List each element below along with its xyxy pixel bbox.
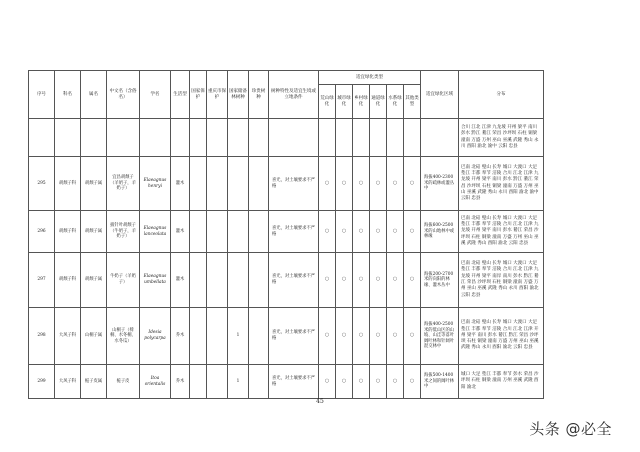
greening-mark: ○ — [353, 157, 370, 211]
suitable-area-cell: 海拔600-2500米的山地林中或林缘 — [421, 211, 459, 253]
traits-cell: 喜光，对土壤要求不严格 — [269, 253, 319, 308]
distribution-cell: 巴南 北碚 璧山 长寿 城口 大渡口 大足 垫江 丰都 奉节 涪陵 合川 江北 江津 九龙坡 开州 梁平 南川 彭水 綦江 荣昌 沙坪坝 石柱 铜梁 潼南 万盛 万州 巫山 巫溪 武隆 秀山 酉阳 渝北 云阳 忠县 — [459, 211, 544, 253]
tree-species-table — [28, 70, 544, 399]
precious-cell — [249, 157, 269, 211]
national-cell — [190, 157, 207, 211]
chongqing-cell — [207, 365, 228, 399]
chongqing-cell — [207, 157, 228, 211]
header-national-rare: 国家储备林树种 — [228, 71, 249, 119]
greening-mark: ○ — [319, 157, 336, 211]
greening-mark: ○ — [319, 365, 336, 399]
greening-mark: ○ — [319, 308, 336, 365]
life-form-cell: 乔木 — [171, 308, 190, 365]
distribution-cell: 巴南 北碚 璧山 长寿 城口 大渡口 大足 垫江 丰都 奉节 涪陵 合川 江北 江津 九龙坡 开州 梁平 南岸 南川 彭水 黔江 綦江 荣昌 沙坪坝 石柱 铜梁 潼南 万盛 万州 巫山 巫溪 武隆 秀山 永川 酉阳 渝北 云阳 忠县 — [459, 253, 544, 308]
distribution-cell: 城口 大足 垫江 丰都 奉节 彭水 荣昌 沙坪坝 石柱 铜梁 潼南 万州 巫溪 武隆 酉阳 渝北 — [459, 365, 544, 399]
greening-mark: ○ — [387, 211, 404, 253]
header-distribution: 分布 — [459, 71, 544, 119]
header-traits: 树种特性及适宜生境或立地条件 — [269, 71, 319, 119]
page-number: 45 — [316, 398, 324, 405]
table-row — [29, 365, 544, 399]
distribution-cell: 巴南 北碚 璧山 长寿 城口 大渡口 大足 垫江 丰都 奉节 涪陵 合川 江北 江津 开州 梁平 南川 彭水 綦江 黔江 荣昌 沙坪坝 石柱 铜梁 潼南 万盛 万州 巫山 巫溪 武隆 秀山 永川 酉阳 渝北 云阳 忠县 — [459, 308, 544, 365]
greening-mark: ○ — [387, 157, 404, 211]
sci-name-cell: Elaeagnus henryi — [140, 157, 171, 211]
national-cell — [190, 253, 207, 308]
header-suitable-area: 适宜绿化区域 — [421, 71, 459, 119]
greening-mark: ○ — [370, 211, 387, 253]
precious-cell — [249, 365, 269, 399]
greening-mark: ○ — [404, 211, 421, 253]
greening-mark: ○ — [336, 308, 353, 365]
distribution-cell: 合川 江北 江津 九龙坡 开州 梁平 南川 彭水 黔江 綦江 荣昌 沙坪坝 石柱 铜梁 潼南 万盛 万州 巫山 巫溪 武隆 秀山 永川 酉阳 渝北 渝中 云阳 忠县 — [459, 119, 544, 157]
seq-cell: 297 — [29, 253, 55, 308]
sci-name-cell: Elaeagnus lanceolata — [140, 211, 171, 253]
header-greening-type: 乡村绿化 — [353, 85, 370, 119]
suitable-area-cell: 海拔400-2500米的低山区的山坡、山洼等落叶阔叶林和针阔叶混交林中 — [421, 308, 459, 365]
precious-cell — [249, 253, 269, 308]
header-cn-name: 中文名（含俗名） — [107, 71, 140, 119]
cn-name-cell: 山桐子（椅桐、水冬桐、水冬瓜） — [107, 308, 140, 365]
greening-mark: ○ — [353, 211, 370, 253]
family-cell: 胡颓子科 — [55, 211, 81, 253]
greening-mark: ○ — [319, 253, 336, 308]
precious-cell — [249, 211, 269, 253]
national-cell — [190, 365, 207, 399]
precious-cell — [249, 308, 269, 365]
sci-name-cell: Elaeagnus umbellata — [140, 253, 171, 308]
traits-cell: 喜光，对土壤要求不严格 — [269, 365, 319, 399]
chongqing-cell — [207, 308, 228, 365]
family-cell: 胡颓子科 — [55, 157, 81, 211]
greening-mark: ○ — [387, 365, 404, 399]
table-row — [29, 253, 544, 308]
header-life-form: 生活型 — [171, 71, 190, 119]
table-row — [29, 157, 544, 211]
greening-mark: ○ — [319, 211, 336, 253]
chongqing-cell — [207, 211, 228, 253]
life-form-cell: 灌木 — [171, 211, 190, 253]
traits-cell: 喜光，对土壤要求不严格 — [269, 211, 319, 253]
national-cell — [190, 211, 207, 253]
continuation-row — [29, 119, 544, 157]
sci-name-cell: Idesia polycarpa — [140, 308, 171, 365]
national-rare-cell: 1 — [228, 365, 249, 399]
header-greening-type: 通道绿化 — [370, 85, 387, 119]
national-rare-cell — [228, 253, 249, 308]
table-row — [29, 211, 544, 253]
greening-mark: ○ — [370, 157, 387, 211]
cn-name-cell: 披针叶胡颓子（牛奶子，羊奶子） — [107, 211, 140, 253]
cn-name-cell: 栀子皮 — [107, 365, 140, 399]
national-rare-cell: 1 — [228, 308, 249, 365]
header-seq: 序号 — [29, 71, 55, 119]
seq-cell: 298 — [29, 308, 55, 365]
life-form-cell: 灌木 — [171, 253, 190, 308]
greening-mark: ○ — [370, 253, 387, 308]
national-rare-cell — [228, 157, 249, 211]
genus-cell: 胡颓子属 — [81, 211, 107, 253]
table-row — [29, 308, 544, 365]
header-precious: 珍贵树种 — [249, 71, 269, 119]
genus-cell: 栀子皮属 — [81, 365, 107, 399]
suitable-area-cell: 海拔500-1400米之间的阔叶林中 — [421, 365, 459, 399]
seq-cell: 299 — [29, 365, 55, 399]
family-cell: 胡颓子科 — [55, 253, 81, 308]
greening-mark: ○ — [353, 365, 370, 399]
greening-mark: ○ — [336, 157, 353, 211]
genus-cell: 山桐子属 — [81, 308, 107, 365]
greening-mark: ○ — [387, 253, 404, 308]
header-family: 科名 — [55, 71, 81, 119]
header-greening-type: 城市绿化 — [336, 85, 353, 119]
greening-mark: ○ — [387, 308, 404, 365]
national-cell — [190, 308, 207, 365]
seq-cell: 295 — [29, 157, 55, 211]
greening-mark: ○ — [336, 365, 353, 399]
national-rare-cell — [228, 211, 249, 253]
life-form-cell: 乔木 — [171, 365, 190, 399]
sci-name-cell: Itoa orientalis — [140, 365, 171, 399]
header-genus: 属名 — [81, 71, 107, 119]
greening-mark: ○ — [353, 253, 370, 308]
family-cell: 大风子科 — [55, 365, 81, 399]
header-sci-name: 学名 — [140, 71, 171, 119]
chongqing-cell — [207, 253, 228, 308]
traits-cell: 喜光，对土壤要求不严格 — [269, 157, 319, 211]
life-form-cell: 灌木 — [171, 157, 190, 211]
greening-mark: ○ — [404, 365, 421, 399]
genus-cell: 胡颓子属 — [81, 157, 107, 211]
greening-mark: ○ — [370, 365, 387, 399]
header-national: 国家保护 — [190, 71, 207, 119]
suitable-area-cell: 海拔400-2300米的疏林或灌丛中 — [421, 157, 459, 211]
greening-mark: ○ — [353, 308, 370, 365]
cn-name-cell: 牛奶子（羊奶子） — [107, 253, 140, 308]
watermark: 头条 @必全 — [529, 420, 612, 438]
header-greening-group: 适宜绿化类型 — [319, 71, 421, 85]
seq-cell: 296 — [29, 211, 55, 253]
greening-mark: ○ — [336, 211, 353, 253]
header-greening-type: 其他类型 — [404, 85, 421, 119]
greening-mark: ○ — [370, 308, 387, 365]
suitable-area-cell: 海拔200-2700米的向阳的林缘、灌木丛中 — [421, 253, 459, 308]
header-chongqing: 重庆市保护 — [207, 71, 228, 119]
header-greening-type: 荒山绿化 — [319, 85, 336, 119]
cn-name-cell: 宜昌胡颓子（羊奶子，羊奶子） — [107, 157, 140, 211]
traits-cell: 喜光，对土壤要求不严格 — [269, 308, 319, 365]
family-cell: 大风子科 — [55, 308, 81, 365]
genus-cell: 胡颓子属 — [81, 253, 107, 308]
greening-mark: ○ — [336, 253, 353, 308]
greening-mark: ○ — [404, 157, 421, 211]
greening-mark: ○ — [404, 308, 421, 365]
distribution-cell: 巴南 北碚 璧山 长寿 城口 大渡口 大足 垫江 丰都 奉节 涪陵 合川 江北 江津 九龙坡 开州 梁平 南川 彭水 黔江 綦江 荣昌 沙坪坝 石柱 铜梁 潼南 万盛 万州 巫山 巫溪 武隆 秀山 永川 酉阳 渝北 渝中 云阳 忠县 — [459, 157, 544, 211]
header-greening-type: 水系绿化 — [387, 85, 404, 119]
greening-mark: ○ — [404, 253, 421, 308]
